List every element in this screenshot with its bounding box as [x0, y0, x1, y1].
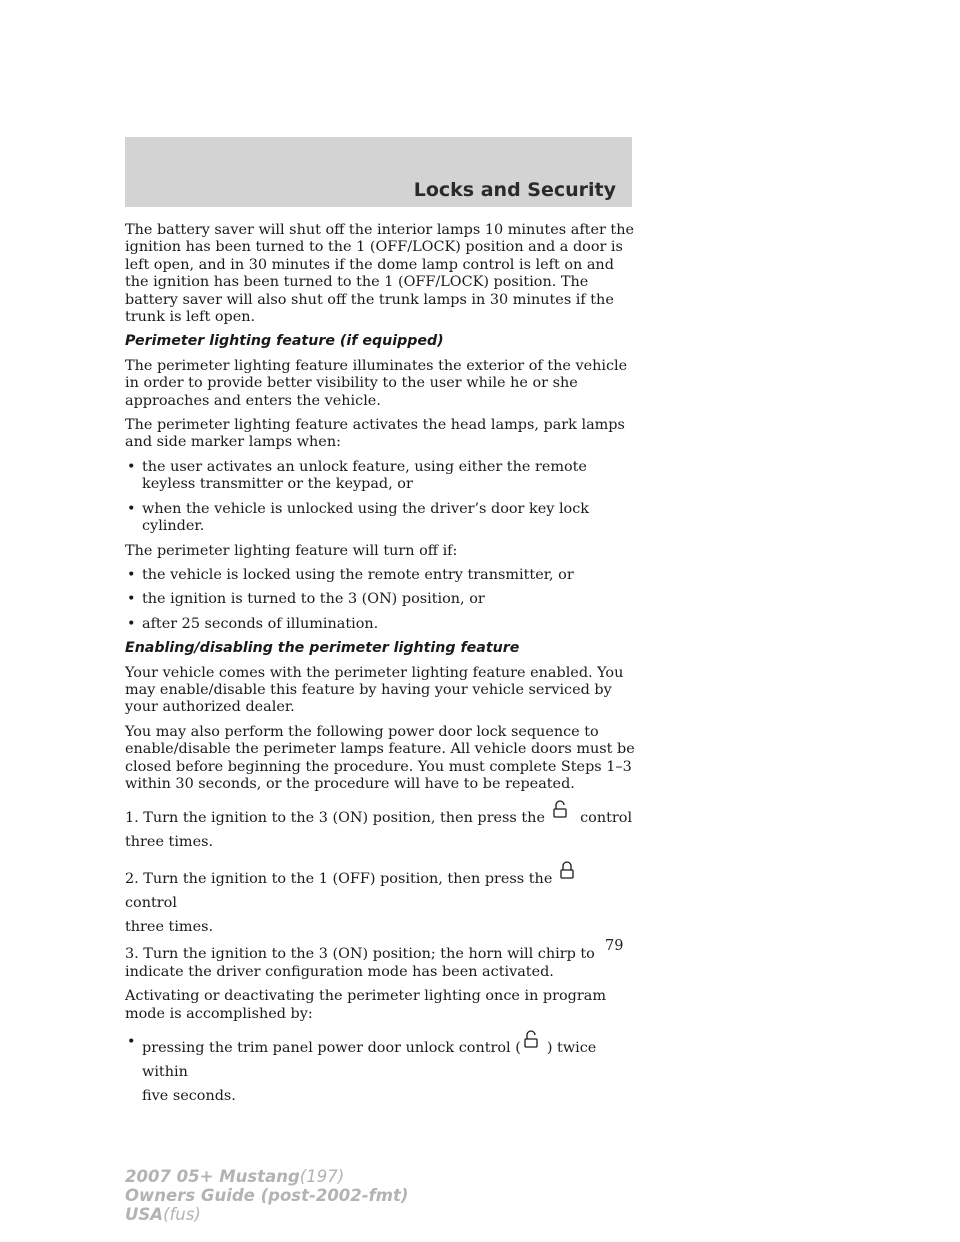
page-content: [125, 222, 637, 1112]
footer-guide: Owners Guide (post-2002-fmt): [125, 1186, 409, 1205]
page-number: 79: [605, 938, 624, 954]
footer-market: USA: [125, 1205, 164, 1224]
step-1-text: 1. Turn the ignition to the 3 (ON) position, then press the: [125, 810, 545, 827]
step-3: 3. Turn the ignition to the 3 (ON) position; the horn will chirp to indicate the driver configuration mode has been activated.: [125, 946, 595, 980]
bullet-marker: •: [127, 566, 136, 583]
step-1-tail: three times.: [125, 834, 214, 851]
list-item-text: the vehicle is locked using the remote entry transmitter, or: [142, 566, 574, 583]
bullet-marker: •: [127, 1034, 136, 1050]
list-item-text: after 25 seconds of illumination.: [142, 615, 379, 632]
footer-line-1: [125, 1167, 408, 1186]
list-item: [125, 1030, 637, 1108]
step-2-tail: three times.: [125, 919, 214, 936]
step-2: [125, 861, 637, 939]
list-item: [125, 591, 637, 608]
footer-line-3: [125, 1205, 408, 1224]
list-item-text: the ignition is turned to the 3 (ON) position, or: [142, 591, 485, 608]
step-1-control: control: [580, 810, 633, 827]
list-item: [125, 616, 637, 633]
footer-market-code: (fus): [163, 1205, 201, 1224]
bullet-marker: •: [127, 458, 136, 475]
bullet-marker: •: [127, 500, 136, 517]
lock-icon: [559, 861, 581, 879]
list-item: [125, 501, 637, 536]
bullet-marker: •: [127, 591, 136, 608]
step-2-text: 2. Turn the ignition to the 1 (OFF) position, then press the: [125, 871, 553, 888]
list-item-text: when the vehicle is unlocked using the driver’s door key lock cylinder.: [142, 500, 589, 535]
enabling-heading: Enabling/disabling the perimeter lighting feature: [125, 640, 520, 657]
footer-model-code: (197): [299, 1167, 345, 1186]
perimeter-lighting-heading: Perimeter lighting feature (if equipped): [125, 333, 444, 350]
section-header-band: [125, 137, 632, 207]
battery-saver-paragraph: The battery saver will shut off the interior lamps 10 minutes after the ignition has been turned to the 1 (OFF/LOCK) position and a door is left open, and in 30 minutes if the dome lamp control is left on and the ignition has been turned to the 1 (OFF/LOCK) position. The battery saver will also shut off the trunk lamps in 30 minutes if the trunk is left open.: [125, 222, 634, 326]
sequence-intro-paragraph: You may also perform the following power door lock sequence to enable/disable the perimeter lamps feature. All vehicle doors must be closed before beginning the procedure. You must complete Steps 1–3 within 30 seconds, or the procedure will have to be repeated.: [125, 723, 635, 792]
perimeter-activates-paragraph: The perimeter lighting feature activates the head lamps, park lamps and side marker lamps when:: [125, 417, 625, 451]
section-title: Locks and Security: [413, 179, 616, 201]
turn-off-intro-paragraph: The perimeter lighting feature will turn off if:: [125, 542, 458, 559]
list-item-text: the user activates an unlock feature, using either the remote keyless transmitter or the keypad, or: [142, 458, 587, 493]
footer: [125, 1167, 408, 1224]
unlock-icon: [523, 1030, 545, 1048]
list-item: [125, 567, 637, 584]
step-1: [125, 800, 637, 854]
enabling-intro-paragraph: Your vehicle comes with the perimeter lighting feature enabled. You may enable/disable this feature by having your vehicle serviced by your authorized dealer.: [125, 664, 624, 716]
program-bullet-text-cont: ) twice within: [142, 1040, 597, 1080]
step-2-control: control: [125, 895, 177, 912]
unlock-icon: [552, 800, 574, 818]
list-item: [125, 459, 637, 494]
footer-model: 2007 05+ Mustang: [125, 1167, 300, 1186]
perimeter-intro-paragraph: The perimeter lighting feature illuminates the exterior of the vehicle in order to provide better visibility to the user while he or she approaches and enters the vehicle.: [125, 357, 628, 409]
program-bullet-text: pressing the trim panel power door unlock control (: [142, 1040, 521, 1056]
footer-line-2: [125, 1186, 408, 1205]
program-bullet-tail: five seconds.: [142, 1088, 236, 1104]
bullet-marker: •: [127, 615, 136, 632]
program-intro-paragraph: Activating or deactivating the perimeter lighting once in program mode is accomplished by:: [125, 988, 606, 1022]
